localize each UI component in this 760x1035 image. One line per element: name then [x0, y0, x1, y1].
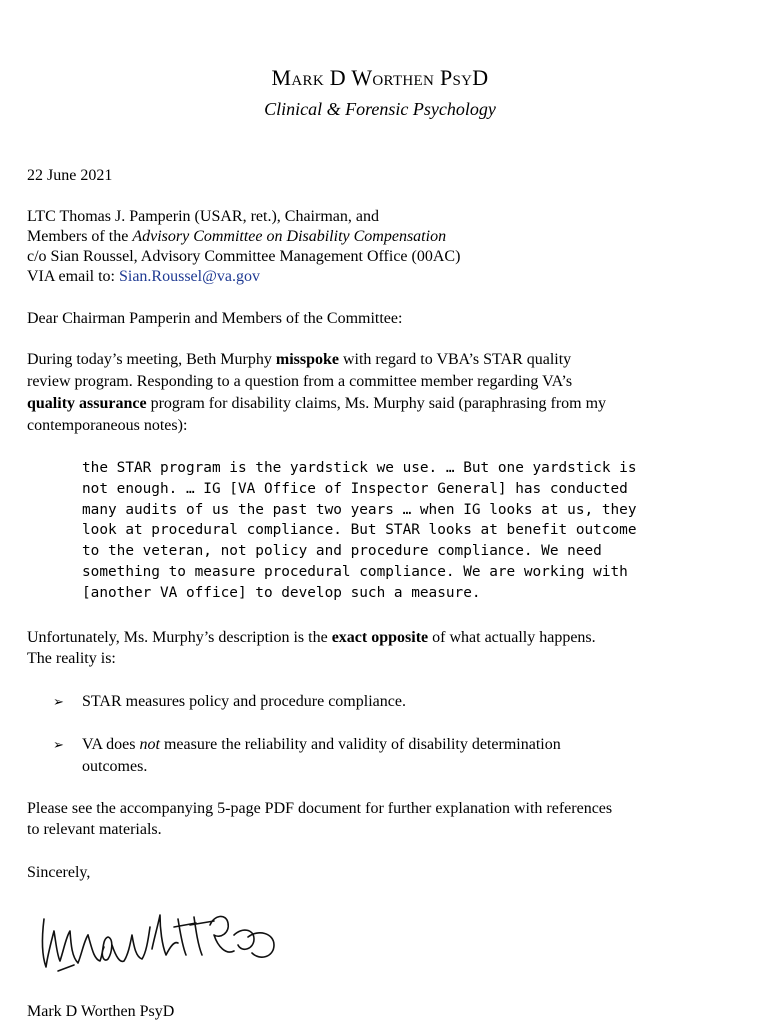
address-line-4-prefix: VIA email to:: [27, 268, 119, 285]
arrow-bullet-icon: ➢: [53, 694, 64, 709]
committee-name: Advisory Committee on Disability Compensation: [132, 228, 447, 245]
quote-line: look at procedural compliance. But STAR looks at benefit outcome: [82, 522, 637, 539]
quote-line: the STAR program is the yardstick we use. … But one yardstick is: [82, 460, 637, 476]
paragraph-2-line-1: [27, 628, 596, 648]
address-line-3: c/o Sian Roussel, Advisory Committee Management Office (00AC): [27, 248, 461, 265]
p1-bold-quality-assurance: quality assurance: [27, 395, 147, 412]
bullet-item-1-text: STAR measures policy and procedure compliance.: [82, 693, 406, 710]
arrow-bullet-icon: ➢: [53, 737, 64, 752]
signer-name: Mark D Worthen PsyD: [27, 1003, 175, 1020]
quote-line: something to measure procedural compliance. We are working with: [82, 563, 628, 580]
p2-bold-exact-opposite: exact opposite: [331, 629, 429, 646]
letter-date: 22 June 2021: [27, 167, 113, 184]
handwritten-signature: [38, 905, 278, 980]
quote-line: [another VA office] to develop such a measure.: [82, 584, 481, 601]
salutation: Dear Chairman Pamperin and Members of the Committee:: [27, 310, 403, 327]
quote-line: not enough. … IG [VA Office of Inspector General] has conducted: [82, 480, 628, 497]
paragraph-1-line-2: review program. Responding to a question from a committee member regarding VA’s: [27, 373, 573, 390]
bullet-2-italic-not: not: [139, 736, 160, 753]
p2-text-a: Unfortunately, Ms. Murphy’s description is the: [27, 629, 332, 646]
paragraph-1-line-4: contemporaneous notes):: [27, 417, 188, 434]
address-line-2-prefix: Members of the: [27, 228, 133, 245]
letterhead-subtitle: Clinical & Forensic Psychology: [264, 99, 496, 119]
bullet-item-2-line-2: outcomes.: [82, 758, 148, 775]
address-line-2: [27, 227, 446, 247]
paragraph-1-line-3: [27, 394, 606, 414]
p1-text-b: with regard to VBA’s STAR quality: [338, 351, 572, 368]
letterhead-name: Mark D Worthen PsyD: [271, 65, 489, 90]
paragraph-3-line-1: Please see the accompanying 5-page PDF document for further explanation with references: [27, 800, 613, 817]
quote-line: many audits of us the past two years … when IG looks at us, they: [82, 501, 637, 518]
block-quote: [82, 458, 722, 604]
paragraph-2-line-2: The reality is:: [27, 650, 116, 667]
p1-text-a: During today’s meeting, Beth Murphy: [27, 351, 276, 368]
quote-line: to the veteran, not policy and procedure compliance. We need: [82, 543, 602, 560]
bullet-2-text-a: VA does: [82, 736, 140, 753]
paragraph-3-line-2: to relevant materials.: [27, 821, 162, 838]
closing: Sincerely,: [27, 864, 91, 881]
paragraph-1-line-1: [27, 350, 571, 370]
address-line-4: [27, 267, 260, 287]
bullet-2-text-b: measure the reliability and validity of disability determination: [159, 736, 561, 753]
address-line-1: LTC Thomas J. Pamperin (USAR, ret.), Chairman, and: [27, 208, 379, 225]
p1-bold-misspoke: misspoke: [275, 351, 339, 368]
email-link[interactable]: Sian.Roussel@va.gov: [118, 268, 260, 285]
bullet-item-2-text: [82, 734, 561, 756]
p1-text-c: program for disability claims, Ms. Murphy said (paraphrasing from my: [146, 395, 607, 412]
p2-text-b: of what actually happens.: [428, 629, 596, 646]
